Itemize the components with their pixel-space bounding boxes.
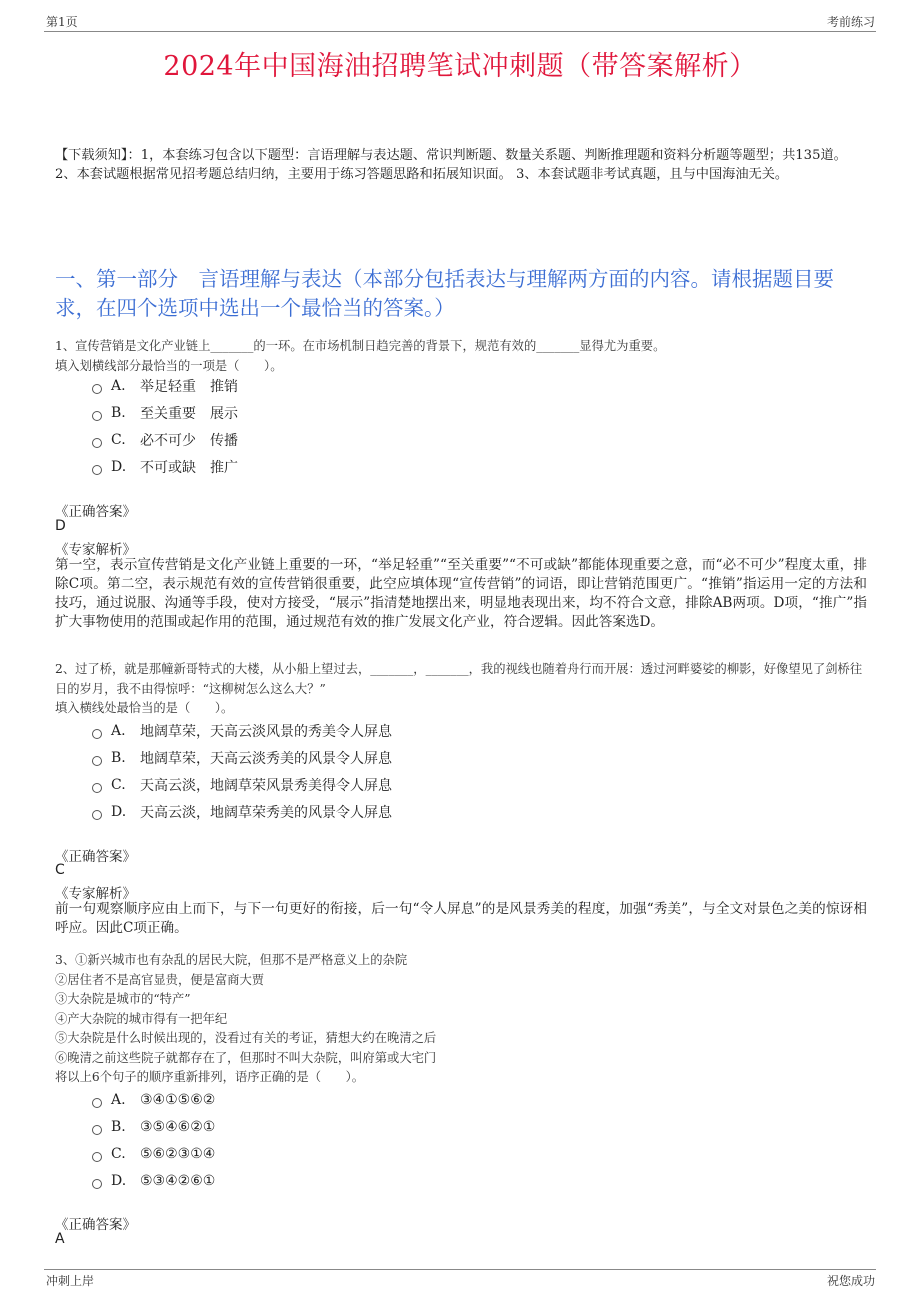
option-text: 至关重要 展示 <box>140 405 238 422</box>
option-b[interactable] <box>92 399 792 426</box>
radio-icon[interactable] <box>92 1179 102 1189</box>
radio-icon[interactable] <box>92 729 102 739</box>
radio-icon[interactable] <box>92 1152 102 1162</box>
stem-line: 2、过了桥，就是那幢新哥特式的大楼，从小船上望过去，_______，_______，我的视线也随着舟行而开展：透过河畔婆娑的柳影，好像望见了剑桥往日的岁月，我不由得惊呼：“这柳树怎么这么大？” <box>55 662 863 696</box>
option-letter: A. <box>111 377 126 394</box>
option-letter: C. <box>111 776 126 793</box>
document-title: 2024年中国海油招聘笔试冲刺题（带答案解析） <box>163 51 757 82</box>
stem-line: ⑤大杂院是什么时候出现的，没看过有关的考证，猜想大约在晚清之后 <box>55 1031 437 1045</box>
answer-label: 《正确答案》 <box>55 1217 136 1233</box>
question-3-options <box>92 1086 792 1194</box>
question-3-stem <box>55 951 870 1088</box>
stem-line: ⑥晚清之前这些院子就都存在了，但那时不叫大杂院，叫府第或大宅门 <box>55 1050 437 1065</box>
question-1-stem <box>55 337 870 376</box>
radio-icon[interactable] <box>92 438 102 448</box>
option-text: ③⑤④⑥②① <box>140 1118 216 1135</box>
stem-line: 将以上6个句子的顺序重新排列，语序正确的是（ ）。 <box>55 1070 365 1084</box>
option-a[interactable] <box>92 717 792 744</box>
option-text: ③④①⑤⑥② <box>140 1091 216 1108</box>
option-text: 天高云淡，地阔草荣秀美的风景令人屏息 <box>140 804 392 821</box>
stem-line: 1、宣传营销是文化产业链上_______的一环。在市场机制日趋完善的背景下，规范有效的_______显得尤为重要。 <box>55 339 666 353</box>
question-2-stem <box>55 660 870 719</box>
option-letter: C. <box>111 431 126 448</box>
option-text: 必不可少 传播 <box>140 432 238 449</box>
radio-icon[interactable] <box>92 783 102 793</box>
stem-line: ③大杂院是城市的“特产” <box>55 992 191 1006</box>
footer-divider <box>44 1269 876 1270</box>
option-letter: A. <box>111 1091 126 1108</box>
stem-line: 3、①新兴城市也有杂乱的居民大院，但那不是严格意义上的杂院 <box>55 953 408 967</box>
analysis-label: 《专家解析》 <box>55 542 136 558</box>
stem-line: ②居住者不是高官显贵，便是富商大贾 <box>55 972 265 987</box>
correct-answer: C <box>55 862 65 878</box>
expert-analysis: 第一空，表示宣传营销是文化产业链上重要的一环，“举足轻重”“至关重要”“不可或缺”都能体现重要之意，而“必不可少”程度太重，排除C项。第二空，表示规范有效的宣传营销很重要，此空应填体现“宣传营销”的词语，即让营销范围更广。“推销”指运用一定的方法和技巧，通过说服、沟通等手段，使对方接受，“展示”指清楚地摆出来，明显地表现出来，均不符合文意，排除AB两项。D项，“推广”指扩大事物使用的范围或起作用的范围，通过规范有效的推广发展文化产业，符合逻辑。因此答案选D。 <box>55 557 867 630</box>
option-letter: A. <box>111 722 126 739</box>
stem-line: ④产大杂院的城市得有一把年纪 <box>55 1011 228 1026</box>
option-text: 天高云淡，地阔草荣风景秀美得令人屏息 <box>140 777 392 794</box>
option-d[interactable] <box>92 1167 792 1194</box>
option-letter: D. <box>111 803 127 820</box>
header-category: 考前练习 <box>826 15 875 29</box>
radio-icon[interactable] <box>92 465 102 475</box>
question-1-options <box>92 372 792 480</box>
option-letter: D. <box>111 1172 127 1189</box>
option-text: 不可或缺 推广 <box>140 459 238 476</box>
option-a[interactable] <box>92 1086 792 1113</box>
radio-icon[interactable] <box>92 1098 102 1108</box>
option-letter: D. <box>111 458 127 475</box>
correct-answer: D <box>55 518 66 534</box>
option-letter: B. <box>111 749 126 766</box>
option-b[interactable] <box>92 744 792 771</box>
footer-right: 祝您成功 <box>826 1274 875 1288</box>
expert-analysis: 前一句观察顺序应由上而下，与下一句更好的衔接，后一句“令人屏息”的是风景秀美的程度，加强“秀美”，与全文对景色之美的惊讶相呼应。因此C项正确。 <box>55 901 867 936</box>
option-text: ⑤⑥②③①④ <box>140 1145 216 1162</box>
stem-line: 填入横线处最恰当的是（ ）。 <box>55 701 234 715</box>
radio-icon[interactable] <box>92 1125 102 1135</box>
option-letter: C. <box>111 1145 126 1162</box>
download-notice: 【下载须知】：1，本套练习包含以下题型：言语理解与表达题、常识判断题、数量关系题、判断推理题和资料分析题等题型；共135道。 2、本套试题根据常见招考题总结归纳，主要用于练习答题思路和拓展知识面。 3、本套试题非考试真题，且与中国海油无关。 <box>55 148 847 182</box>
option-text: 地阔草荣，天高云淡秀美的风景令人屏息 <box>140 750 392 767</box>
radio-icon[interactable] <box>92 810 102 820</box>
page-number: 第1页 <box>46 15 78 29</box>
question-2-options <box>92 717 792 825</box>
answer-label: 《正确答案》 <box>55 504 136 520</box>
option-c[interactable] <box>92 1140 792 1167</box>
option-c[interactable] <box>92 426 792 453</box>
radio-icon[interactable] <box>92 756 102 766</box>
option-c[interactable] <box>92 771 792 798</box>
correct-answer: A <box>55 1231 65 1247</box>
header-divider <box>44 31 876 32</box>
analysis-label: 《专家解析》 <box>55 886 136 902</box>
option-text: 地阔草荣，天高云淡风景的秀美令人屏息 <box>140 723 392 740</box>
section-heading: 一、第一部分 言语理解与表达（本部分包括表达与理解两方面的内容。请根据题目要求，在四个选项中选出一个最恰当的答案。） <box>55 267 834 320</box>
stem-line: 填入划横线部分最恰当的一项是（ ）。 <box>55 358 283 373</box>
option-b[interactable] <box>92 1113 792 1140</box>
option-text: 举足轻重 推销 <box>140 378 238 395</box>
option-d[interactable] <box>92 453 792 480</box>
option-d[interactable] <box>92 798 792 825</box>
radio-icon[interactable] <box>92 384 102 394</box>
option-letter: B. <box>111 1118 126 1135</box>
answer-label: 《正确答案》 <box>55 849 136 865</box>
radio-icon[interactable] <box>92 411 102 421</box>
option-text: ⑤③④②⑥① <box>140 1172 216 1189</box>
option-a[interactable] <box>92 372 792 399</box>
footer-left: 冲刺上岸 <box>46 1274 95 1288</box>
option-letter: B. <box>111 404 126 421</box>
